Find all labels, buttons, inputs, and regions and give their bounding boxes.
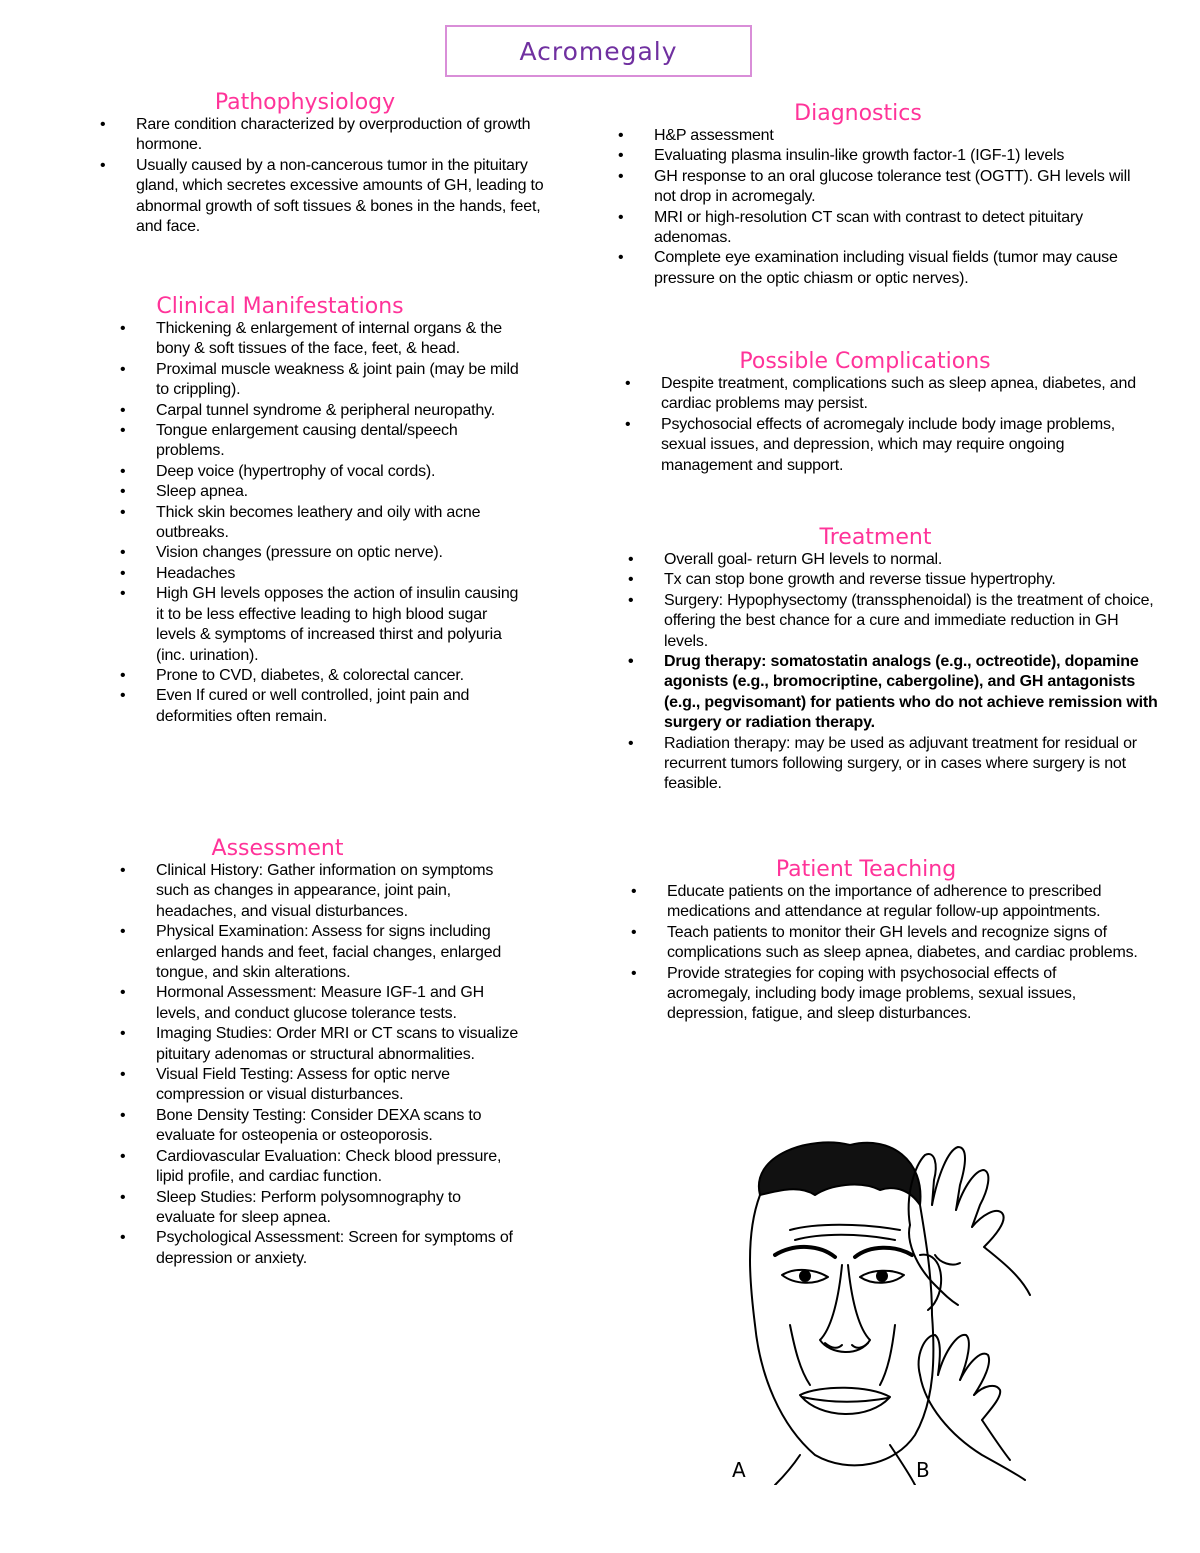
list-item: • Thickening & enlargement of internal organs & the bony & soft tissues of the face, feet, & head. — [120, 319, 520, 360]
assessment-heading: Assessment — [211, 836, 344, 861]
complications-list — [625, 374, 1145, 476]
list-item: • Cardiovascular Evaluation: Check blood pressure, lipid profile, and cardiac function. — [120, 1147, 520, 1188]
pathophysiology-heading: Pathophysiology — [214, 90, 396, 115]
list-item: • Deep voice (hypertrophy of vocal cords). — [120, 462, 520, 482]
section-diagnostics — [618, 101, 1138, 289]
face-and-hands-drawing — [720, 1135, 1050, 1485]
list-item: • GH response to an oral glucose tolerance test (OGTT). GH levels will not drop in acromegaly. — [618, 167, 1138, 208]
list-item: • High GH levels opposes the action of insulin causing it to be less effective leading to high blood sugar levels & symptoms of increased thirst and polyuria (inc. urination). — [120, 584, 520, 666]
list-item: • Hormonal Assessment: Measure IGF-1 and GH levels, and conduct glucose tolerance tests. — [120, 983, 520, 1024]
list-item: • Despite treatment, complications such as sleep apnea, diabetes, and cardiac problems may persist. — [625, 374, 1145, 415]
clinical-heading: Clinical Manifestations — [156, 294, 404, 319]
list-item: • Complete eye examination including visual fields (tumor may cause pressure on the optic chiasm or optic nerves). — [618, 248, 1138, 289]
list-item: • Clinical History: Gather information on symptoms such as changes in appearance, joint pain, headaches, and visual disturbances. — [120, 861, 520, 922]
list-item: • Psychosocial effects of acromegaly include body image problems, sexual issues, and depression, which may require ongoing management and support. — [625, 415, 1145, 476]
teaching-list — [631, 882, 1141, 1025]
figure-label-a: A — [732, 1458, 746, 1482]
section-clinical-manifestations — [120, 294, 520, 727]
list-item: • Prone to CVD, diabetes, & colorectal cancer. — [120, 666, 520, 686]
list-item: • Vision changes (pressure on optic nerve). — [120, 543, 520, 563]
list-item: • Sleep apnea. — [120, 482, 520, 502]
list-item: • H&P assessment — [618, 126, 1138, 146]
list-item: • Imaging Studies: Order MRI or CT scans to visualize pituitary adenomas or structural abnormalities. — [120, 1024, 520, 1065]
list-item: • Tongue enlargement causing dental/speech problems. — [120, 421, 520, 462]
list-item: • Proximal muscle weakness & joint pain (may be mild to crippling). — [120, 360, 520, 401]
list-item: • Thick skin becomes leathery and oily with acne outbreaks. — [120, 503, 520, 544]
list-item: • MRI or high-resolution CT scan with contrast to detect pituitary adenomas. — [618, 208, 1138, 249]
acromegaly-illustration — [720, 1135, 1050, 1485]
section-possible-complications — [625, 349, 1145, 476]
clinical-list — [120, 319, 520, 727]
pathophysiology-list — [100, 115, 555, 237]
list-item: • Surgery: Hypophysectomy (transsphenoidal) is the treatment of choice, offering the best chance for a cure and immediate reduction in GH levels. — [628, 591, 1158, 652]
list-item: • Radiation therapy: may be used as adjuvant treatment for residual or recurrent tumors following surgery, or in cases where surgery is not feasible. — [628, 734, 1158, 795]
list-item: • Rare condition characterized by overproduction of growth hormone. — [100, 115, 555, 156]
list-item: • Carpal tunnel syndrome & peripheral neuropathy. — [120, 401, 520, 421]
assessment-list — [120, 861, 520, 1269]
diagnostics-list — [618, 126, 1138, 289]
section-treatment — [628, 525, 1158, 795]
list-item: • Visual Field Testing: Assess for optic nerve compression or visual disturbances. — [120, 1065, 520, 1106]
list-item: • Tx can stop bone growth and reverse tissue hypertrophy. — [628, 570, 1158, 590]
list-item: • Provide strategies for coping with psychosocial effects of acromegaly, including body image problems, sexual issues, depression, fatigue, and sleep disturbances. — [631, 964, 1141, 1025]
diagnostics-heading: Diagnostics — [794, 101, 922, 126]
treatment-heading: Treatment — [819, 525, 932, 550]
list-item: • Usually caused by a non-cancerous tumor in the pituitary gland, which secretes excessive amounts of GH, leading to abnormal growth of soft tissues & bones in the hands, feet, and face. — [100, 156, 555, 238]
list-item: • Headaches — [120, 564, 520, 584]
list-item: • Even If cured or well controlled, joint pain and deformities often remain. — [120, 686, 520, 727]
section-assessment — [120, 836, 520, 1269]
list-item: • Educate patients on the importance of adherence to prescribed medications and attendance at regular follow-up appointments. — [631, 882, 1141, 923]
list-item: • Teach patients to monitor their GH levels and recognize signs of complications such as sleep apnea, diabetes, and cardiac problems. — [631, 923, 1141, 964]
complications-heading: Possible Complications — [739, 349, 991, 374]
list-item: • Overall goal- return GH levels to normal. — [628, 550, 1158, 570]
list-item: • Evaluating plasma insulin-like growth factor-1 (IGF-1) levels — [618, 146, 1138, 166]
section-pathophysiology — [100, 90, 555, 237]
section-patient-teaching — [631, 857, 1141, 1025]
list-item: • Psychological Assessment: Screen for symptoms of depression or anxiety. — [120, 1228, 520, 1269]
list-item: • Physical Examination: Assess for signs including enlarged hands and feet, facial changes, enlarged tongue, and skin alterations. — [120, 922, 520, 983]
list-item-drug-therapy: • Drug therapy: somatostatin analogs (e.g., octreotide), dopamine agonists (e.g., bromocriptine, cabergoline), and GH antagonists (e.g., pegvisomant) for patients who do not achieve remission with surgery or radiation therapy. — [628, 652, 1158, 734]
treatment-list — [628, 550, 1158, 795]
page-title: Acromegaly — [445, 25, 752, 77]
teaching-heading: Patient Teaching — [775, 857, 957, 882]
list-item: • Sleep Studies: Perform polysomnography to evaluate for sleep apnea. — [120, 1188, 520, 1229]
figure-label-b: B — [916, 1458, 930, 1482]
list-item: • Bone Density Testing: Consider DEXA scans to evaluate for osteopenia or osteoporosis. — [120, 1106, 520, 1147]
